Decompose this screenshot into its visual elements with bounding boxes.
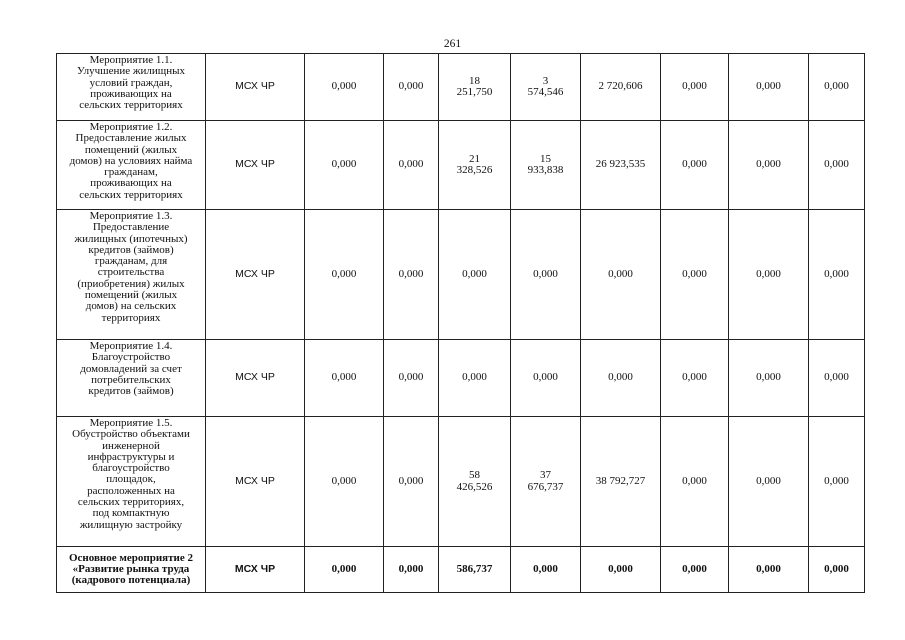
amount-line: 0,000 (682, 158, 707, 171)
amount-cell (581, 210, 661, 340)
executor-cell: МСХ ЧР (206, 340, 305, 417)
amount-cell (809, 54, 865, 121)
amount-line: 251,750 (456, 86, 493, 98)
executor-cell: МСХ ЧР (206, 210, 305, 340)
table-row (57, 417, 865, 547)
amount-cell (581, 417, 661, 547)
amount-line: 0,000 (462, 371, 487, 384)
amount-line: 0,000 (331, 562, 357, 575)
activity-name-cell (57, 54, 206, 121)
activity-name-cell (57, 547, 206, 593)
activity-name-line: Предоставление (92, 221, 170, 234)
activity-name-line: условий граждан, (89, 76, 173, 89)
amount-cell (305, 54, 384, 121)
table-row (57, 340, 865, 417)
amount-cell (384, 340, 439, 417)
activity-name-line: сельских территориях (79, 99, 183, 112)
amount-cell (661, 340, 729, 417)
amount-line: 0,000 (756, 474, 781, 487)
amount-line: 0,000 (682, 562, 707, 575)
table-row (57, 54, 865, 121)
amount-line: 0,000 (682, 267, 707, 280)
activity-name-line: Благоустройство (91, 351, 171, 364)
amount-line: 0,000 (824, 267, 849, 280)
activity-name-line: под компактную (92, 507, 170, 520)
activity-name-cell (57, 210, 206, 340)
amount-cell (661, 210, 729, 340)
activity-name-line: площадок, (106, 473, 156, 486)
amount-line: 0,000 (824, 371, 849, 384)
amount-cell (809, 417, 865, 547)
activity-name-line: сельских территориях, (77, 496, 185, 509)
amount-line: 0,000 (608, 267, 633, 280)
amount-cell (581, 121, 661, 210)
amount-line: 676,737 (527, 480, 564, 493)
amount-cell (384, 417, 439, 547)
activity-name-line: жилищную застройку (79, 518, 183, 531)
amount-cell (809, 210, 865, 340)
amount-line: 0,000 (824, 80, 849, 93)
activity-name-line: инфраструктуры и (87, 450, 175, 463)
amount-cell (439, 547, 511, 593)
amount-line: 0,000 (398, 158, 424, 171)
amount-line: 0,000 (462, 267, 487, 280)
activity-name-line: Улучшение жилищных (77, 65, 185, 78)
activity-name-line: строительства (97, 266, 165, 279)
amount-cell (439, 340, 511, 417)
amount-line: 933,838 (527, 164, 564, 176)
amount-cell (511, 210, 581, 340)
amount-cell (305, 121, 384, 210)
amount-line: 18 (469, 74, 480, 87)
activity-name-line: жилищных (ипотечных) (74, 232, 188, 245)
amount-cell (729, 210, 809, 340)
amount-cell (511, 340, 581, 417)
activity-name-line: Мероприятие 1.3. (89, 210, 173, 222)
amount-line: 586,737 (456, 562, 493, 575)
amount-line: 38 792,727 (595, 474, 646, 487)
activity-name-line: помещений (жилых (84, 143, 178, 156)
activity-name-line: Основное мероприятие 2 (68, 551, 194, 564)
amount-line: 0,000 (533, 371, 558, 384)
activity-name-line: домовладений за счет (80, 362, 182, 375)
activity-name-line: (кадрового потенциала) (71, 574, 191, 587)
amount-cell (439, 417, 511, 547)
executor-cell: МСХ ЧР (206, 547, 305, 593)
amount-cell (305, 340, 384, 417)
amount-cell (439, 210, 511, 340)
amount-cell (809, 547, 865, 593)
amount-line: 26 923,535 (595, 158, 646, 171)
activity-name-cell (57, 417, 206, 547)
activity-name-line: Мероприятие 1.2. (89, 121, 173, 133)
amount-line: 0,000 (824, 158, 849, 171)
activity-name-line: проживающих на (90, 87, 172, 100)
executor-cell: МСХ ЧР (206, 121, 305, 210)
amount-line: 0,000 (756, 158, 781, 171)
table-row (57, 121, 865, 210)
amount-line: 0,000 (682, 371, 707, 384)
amount-line: 0,000 (398, 562, 424, 575)
table-row (57, 210, 865, 340)
activity-name-line: гражданам, для (94, 255, 168, 268)
budget-table (56, 53, 865, 593)
amount-line: 0,000 (682, 80, 707, 93)
amount-line: 15 (540, 152, 551, 165)
amount-line: 0,000 (331, 267, 357, 280)
activity-name-line: инженерной (102, 439, 160, 452)
activity-name-cell (57, 121, 206, 210)
activity-name-cell (57, 340, 206, 417)
activity-name-line: Обустройство объектами (72, 428, 190, 441)
amount-line: 328,526 (456, 164, 493, 176)
amount-cell (581, 547, 661, 593)
amount-cell (729, 547, 809, 593)
activity-name-line: потребительских (91, 373, 171, 386)
amount-cell (511, 417, 581, 547)
amount-cell (384, 547, 439, 593)
amount-line: 0,000 (756, 371, 781, 384)
amount-cell (581, 340, 661, 417)
amount-cell (729, 54, 809, 121)
amount-line: 3 (542, 74, 549, 87)
activity-name-line: проживающих на (90, 177, 172, 190)
amount-line: 0,000 (398, 267, 424, 280)
amount-cell (384, 54, 439, 121)
amount-cell (729, 340, 809, 417)
activity-name-line: кредитов (займов) (88, 385, 174, 398)
amount-cell (439, 121, 511, 210)
amount-cell (305, 417, 384, 547)
amount-line: 2 720,606 (598, 80, 643, 93)
amount-cell (661, 417, 729, 547)
amount-line: 0,000 (533, 562, 558, 575)
amount-line: 0,000 (331, 80, 357, 93)
activity-name-line: Предоставление жилых (75, 132, 187, 145)
activity-name-line: кредитов (займов) (88, 243, 174, 256)
amount-cell (661, 547, 729, 593)
activity-name-line: Мероприятие 1.1. (89, 54, 173, 66)
activity-name-line: домов) на условиях найма (69, 154, 193, 167)
amount-cell (661, 54, 729, 121)
amount-cell (384, 121, 439, 210)
activity-name-line: сельских территориях (79, 188, 183, 201)
amount-line: 0,000 (682, 474, 707, 487)
amount-line: 37 (540, 469, 551, 482)
amount-cell (729, 121, 809, 210)
amount-line: 426,526 (456, 480, 493, 493)
table-row (57, 547, 865, 593)
amount-cell (661, 121, 729, 210)
amount-line: 0,000 (398, 80, 424, 93)
amount-cell (305, 547, 384, 593)
amount-cell (511, 547, 581, 593)
amount-line: 0,000 (398, 474, 424, 487)
activity-name-line: «Развитие рынка труда (72, 562, 190, 575)
activity-name-line: гражданам, (104, 166, 158, 179)
amount-line: 0,000 (608, 562, 633, 575)
amount-line: 21 (469, 152, 480, 165)
activity-name-line: Мероприятие 1.5. (89, 417, 173, 429)
executor-cell: МСХ ЧР (206, 54, 305, 121)
amount-line: 0,000 (824, 474, 849, 487)
amount-cell (511, 121, 581, 210)
amount-line: 0,000 (756, 267, 781, 280)
amount-cell (809, 340, 865, 417)
activity-name-line: (приобретения) жилых (77, 277, 185, 290)
amount-cell (305, 210, 384, 340)
table-body (57, 54, 865, 593)
executor-cell: МСХ ЧР (206, 417, 305, 547)
amount-line: 0,000 (331, 371, 357, 384)
amount-line: 58 (469, 469, 480, 482)
amount-line: 0,000 (331, 158, 357, 171)
amount-cell (809, 121, 865, 210)
amount-cell (511, 54, 581, 121)
amount-line: 0,000 (608, 371, 633, 384)
amount-cell (439, 54, 511, 121)
activity-name-line: помещений (жилых (84, 289, 178, 302)
amount-line: 574,546 (527, 86, 564, 98)
amount-cell (384, 210, 439, 340)
amount-line: 0,000 (824, 562, 849, 575)
activity-name-line: расположенных на (87, 484, 175, 497)
amount-line: 0,000 (398, 371, 424, 384)
activity-name-line: домов) на сельских (85, 300, 177, 313)
activity-name-line: благоустройство (92, 462, 170, 475)
amount-cell (729, 417, 809, 547)
amount-line: 0,000 (756, 80, 781, 93)
amount-line: 0,000 (533, 267, 558, 280)
activity-name-line: Мероприятие 1.4. (89, 340, 173, 352)
amount-cell (581, 54, 661, 121)
page-number: 261 (443, 38, 462, 50)
amount-line: 0,000 (756, 562, 781, 575)
activity-name-line: территориях (101, 311, 161, 324)
amount-line: 0,000 (331, 474, 357, 487)
